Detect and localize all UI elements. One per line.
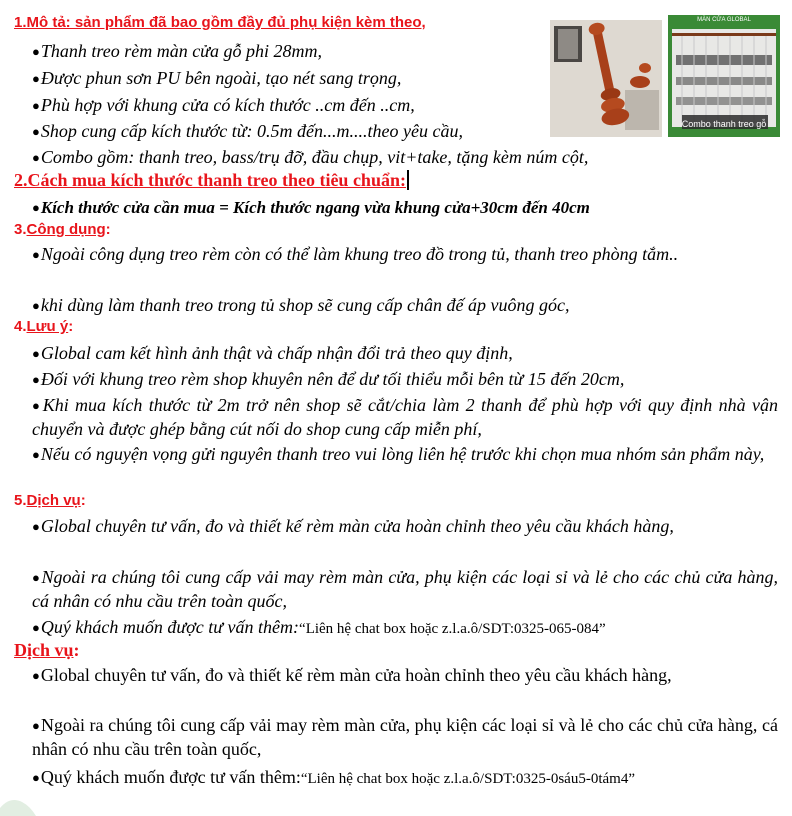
contact-info: “Liên hệ chat box hoặc z.l.a.ô/SDT:0325-0sáu5-0tám4” — [300, 771, 635, 787]
image-header-text: MÀN CỬA GLOBAL — [697, 17, 751, 23]
list-item: ●Global chuyên tư vấn, đo và thiết kế rèm màn cửa hoàn chỉnh theo yêu cầu khách hàng, — [32, 665, 672, 685]
bullet-icon: ● — [32, 98, 40, 113]
bullet-icon: ● — [32, 447, 40, 462]
section5-heading: 5.Dịch vụ: — [14, 492, 86, 509]
list-item: ●Quý khách muốn được tư vấn thêm:“Liên hệ chat box hoặc z.l.a.ô/SDT:0325-065-084” — [32, 617, 606, 637]
list-item: ●Shop cung cấp kích thước từ: 0.5m đến...m....theo yêu cầu, — [32, 121, 463, 141]
bullet-icon: ● — [32, 298, 40, 313]
bullet-icon: ● — [32, 770, 40, 785]
bullet-icon: ● — [32, 150, 40, 165]
list-item: ●Ngoài ra chúng tôi cung cấp vải may rèm màn cửa, phụ kiện các loại sỉ và lẻ cho các chủ cửa hàng, cá nhân có nhu cầu trên toàn quốc, — [32, 567, 779, 611]
list-item: ●Đối với khung treo rèm shop khuyên nên để dư tối thiểu mỗi bên từ 15 đến 20cm, — [32, 369, 625, 389]
section2-heading-text: 2.Cách mua kích thước thanh treo theo tiêu chuẩn: — [14, 170, 406, 190]
contact-info: “Liên hệ chat box hoặc z.l.a.ô/SDT:0325-065-084” — [299, 621, 606, 637]
bullet-icon: ● — [32, 668, 40, 683]
list-item: ●Kích thước cửa cần mua = Kích thước ngang vừa khung cửa+30cm đến 40cm — [32, 198, 590, 217]
section3-heading: 3.Công dụng: — [14, 221, 111, 238]
list-item: ●Combo gồm: thanh treo, bass/trụ đỡ, đầu chụp, vit+take, tặng kèm núm cột, — [32, 147, 589, 167]
image-caption: Combo thanh treo gỗ — [681, 119, 767, 129]
section6-heading-text: Dịch vụ — [14, 640, 74, 660]
bullet-icon: ● — [32, 200, 40, 215]
list-item: ●Ngoài công dụng treo rèm còn có thể làm khung treo đồ trong tủ, thanh treo phòng tắm.. — [32, 244, 679, 264]
bullet-icon: ● — [32, 398, 42, 413]
section1-heading — [14, 14, 426, 31]
list-item: ●Thanh treo rèm màn cửa gỗ phi 28mm, — [32, 41, 322, 61]
text-cursor — [407, 170, 409, 190]
section1-heading-text: 1.Mô tả: sản phẩm đã bao gồm đầy đủ phụ kiện kèm theo, — [14, 14, 426, 31]
product-image-wooden-rod — [550, 20, 662, 137]
bullet-icon: ● — [32, 519, 40, 534]
list-item: ●Ngoài ra chúng tôi cung cấp vải may rèm màn cửa, phụ kiện các loại sỉ và lẻ cho các chủ cửa hàng, cá nhân có nhu cầu trên toàn quốc, — [32, 715, 778, 759]
section3-heading-text: Công dụng — [26, 221, 106, 238]
bullet-icon: ● — [32, 124, 40, 139]
bullet-icon: ● — [32, 247, 40, 262]
bullet-icon: ● — [32, 71, 40, 86]
list-item: ●Global cam kết hình ảnh thật và chấp nhận đổi trả theo quy định, — [32, 343, 513, 363]
section6-heading: Dịch vụ: — [14, 640, 80, 660]
bullet-icon: ● — [32, 372, 40, 387]
list-item: ●Được phun sơn PU bên ngoài, tạo nét sang trọng, — [32, 68, 402, 88]
list-item: ●khi dùng làm thanh treo trong tủ shop sẽ cung cấp chân đế áp vuông góc, — [32, 295, 570, 315]
section5-heading-text: Dịch vụ — [26, 492, 81, 509]
product-image-curtain-combo — [668, 15, 780, 137]
list-item: ●Global chuyên tư vấn, đo và thiết kế rèm màn cửa hoàn chỉnh theo yêu cầu khách hàng, — [32, 516, 674, 536]
list-item: ●Phù hợp với khung cửa có kích thước ..cm đến ..cm, — [32, 95, 415, 115]
list-item: ●Nếu có nguyện vọng gửi nguyên thanh treo vui lòng liên hệ trước khi chọn mua nhóm sản phẩm này, — [32, 444, 765, 464]
bullet-icon: ● — [32, 44, 40, 59]
list-item: ●Khi mua kích thước từ 2m trở nên shop sẽ cắt/chia làm 2 thanh để phù hợp với quy định nhà vận chuyển và được ghép bằng cút nối do shop cung cấp miễn phí, — [32, 395, 778, 439]
section2-heading — [14, 170, 409, 191]
list-item: ●Quý khách muốn được tư vấn thêm:“Liên hệ chat box hoặc z.l.a.ô/SDT:0325-0sáu5-0tám4” — [32, 767, 635, 787]
section4-heading: 4.Lưu ý: — [14, 318, 74, 335]
bullet-icon: ● — [32, 620, 40, 635]
bullet-icon: ● — [32, 570, 41, 585]
bullet-icon: ● — [32, 346, 40, 361]
bullet-icon: ● — [32, 718, 40, 733]
watermark-icon — [0, 790, 60, 816]
section4-heading-text: Lưu ý — [26, 318, 69, 335]
